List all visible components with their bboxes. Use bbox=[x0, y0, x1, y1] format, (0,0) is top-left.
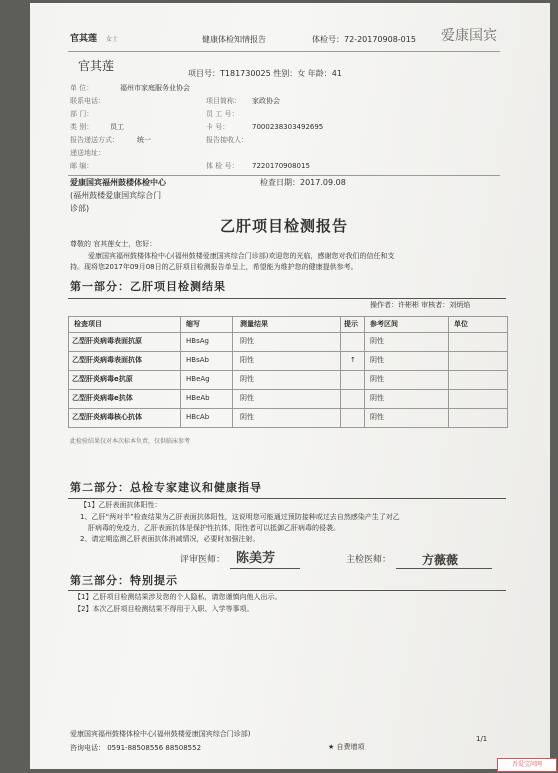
part1-rule bbox=[68, 298, 506, 299]
page-number: 1/1 bbox=[476, 735, 488, 743]
brand-logo: 爱康国宾 bbox=[441, 28, 497, 44]
info-divider bbox=[68, 175, 500, 176]
header-gender: 女士 bbox=[106, 36, 119, 43]
row-ref: 阴性 bbox=[370, 375, 384, 383]
delivery-value: 统一 bbox=[137, 136, 151, 144]
part3-title: 第三部分：特别提示 bbox=[70, 574, 178, 587]
row-result: 阴性 bbox=[240, 394, 254, 402]
center-name-2: (福州鼓楼爱康国宾综合门 bbox=[70, 191, 162, 200]
part2-rule bbox=[68, 498, 506, 499]
part1-title: 第一部分：乙肝项目检测结果 bbox=[70, 280, 226, 293]
unit-value: 福州市家庭服务业协会 bbox=[120, 84, 190, 92]
table-footnote: 此检验结果仅对本次标本负责，仅供临床参考 bbox=[70, 438, 191, 445]
row-result: 阴性 bbox=[240, 337, 254, 345]
delivery-label: 报告递送方式： bbox=[70, 136, 119, 144]
row-abbr: HBeAg bbox=[186, 375, 210, 383]
patient-name: 官其莲 bbox=[78, 59, 115, 73]
part2-title: 第二部分：总检专家建议和健康指导 bbox=[70, 481, 262, 494]
center-name-3: 诊部) bbox=[70, 204, 90, 213]
reviewer-sig-line bbox=[230, 568, 300, 569]
row-item: 乙型肝炎病毒e抗原 bbox=[72, 375, 133, 383]
exam-date: 检查日期：2017.09.08 bbox=[260, 178, 346, 187]
intro-line-1: 爱康国宾福州鼓楼体检中心(福州鼓楼爱康国宾综合门诊部)欢迎您的光临，感谢您对我们的信任和支 bbox=[88, 252, 395, 260]
row-ref: 阴性 bbox=[370, 337, 384, 345]
staff-no-label: 员 工 号： bbox=[206, 110, 239, 118]
advice-line-2: 肝病毒的免疫力，乙肝表面抗体是保护性抗体，阳性者可以抵御乙肝病毒的侵袭。 bbox=[88, 524, 340, 532]
row-abbr: HBeAb bbox=[186, 394, 210, 402]
operator-line: 操作者：许彬彬 审核者：刘炳焰 bbox=[370, 301, 471, 309]
col-header-result: 测量结果 bbox=[240, 320, 268, 328]
chief-label: 主检医师： bbox=[346, 555, 392, 565]
advice-line-3: 2、请定期监测乙肝表面抗体消减情况，必要时加强注射。 bbox=[80, 535, 260, 543]
footer-org: 爱康国宾福州鼓楼体检中心(福州鼓楼爱康国宾综合门诊部) bbox=[70, 730, 251, 738]
chief-signature: 方薇薇 bbox=[422, 553, 459, 567]
advice-line-1: 1、乙肝“两对半”检查结果为乙肝表面抗体阳性，这说明您可能通过预防接种或过去自然感染产生了对乙 bbox=[80, 513, 400, 521]
col-header-ref: 参考区间 bbox=[370, 320, 398, 328]
receiver-label: 报告接收人： bbox=[206, 136, 248, 144]
row-ref: 阴性 bbox=[370, 356, 384, 364]
card-label: 卡 号： bbox=[206, 123, 230, 131]
results-table bbox=[68, 316, 508, 430]
watermark-badge: 吾爱宝问网 bbox=[497, 758, 557, 772]
row-abbr: HBcAb bbox=[186, 413, 210, 421]
project-name-value: 家政协会 bbox=[252, 97, 280, 105]
reviewer-signature: 陈美芳 bbox=[236, 551, 276, 566]
row-ref: 阴性 bbox=[370, 413, 384, 421]
unit-label: 单 位： bbox=[70, 84, 94, 92]
project-name-label: 项目简称： bbox=[206, 97, 241, 105]
postcode-label: 邮 编： bbox=[70, 162, 94, 170]
col-header-abbr: 缩写 bbox=[186, 320, 200, 328]
row-item: 乙型肝炎病毒核心抗体 bbox=[72, 413, 142, 421]
project-line: 项目号：T181730025 性别：女 年龄：41 bbox=[188, 69, 342, 78]
header-divider bbox=[68, 51, 500, 52]
exam-no-label: 体 检 号： bbox=[206, 162, 239, 170]
row-result: 阳性 bbox=[240, 356, 254, 364]
row-ref: 阴性 bbox=[370, 394, 384, 402]
report-title: 乙肝项目检测报告 bbox=[220, 217, 349, 235]
phone-label: 联系电话： bbox=[70, 97, 105, 105]
header-name: 官其莲 bbox=[70, 34, 98, 44]
notice-line-1: 【1】乙肝项目检测结果涉及您的个人隐私，请您谨慎向他人出示。 bbox=[74, 593, 282, 601]
footer-self-pay: ★ 自费增项 bbox=[328, 743, 365, 751]
row-item: 乙型肝炎病毒表面抗体 bbox=[72, 356, 142, 364]
part3-rule bbox=[68, 590, 506, 591]
reviewer-label: 评审医师： bbox=[180, 555, 226, 565]
report-paper bbox=[30, 3, 550, 769]
chief-sig-line bbox=[396, 568, 492, 569]
card-value: 7000238303492695 bbox=[252, 123, 324, 131]
row-abbr: HBsAg bbox=[186, 337, 209, 345]
greeting: 尊敬的 官其莲女士，您好： bbox=[70, 240, 157, 248]
dept-label: 部 门： bbox=[70, 110, 94, 118]
row-result: 阴性 bbox=[240, 375, 254, 383]
exam-no-value: 7220170908015 bbox=[252, 162, 310, 170]
intro-line-2: 持。现将您2017年09月08日的乙肝项目检测报告单呈上，希望能为维护您的健康提供参考。 bbox=[70, 263, 358, 271]
col-header-item: 检查项目 bbox=[74, 320, 102, 328]
header-exam-no: 体检号：72-20170908-015 bbox=[312, 35, 416, 44]
advice-item-title: 【1】乙肝表面抗体阳性： bbox=[80, 501, 162, 509]
row-abbr: HBsAb bbox=[186, 356, 209, 364]
row-result: 阴性 bbox=[240, 413, 254, 421]
footer-phone: 咨询电话： 0591-88508556 88508552 bbox=[70, 744, 202, 752]
address-label: 递送地址： bbox=[70, 149, 105, 157]
category-label: 类 别： bbox=[70, 123, 94, 131]
header-doc-title: 健康体检知情报告 bbox=[202, 35, 266, 44]
category-value: 员工 bbox=[110, 123, 124, 131]
row-item: 乙型肝炎病毒e抗体 bbox=[72, 394, 133, 402]
notice-line-2: 【2】本次乙肝项目检测结果不得用于入职、入学等事项。 bbox=[74, 605, 254, 613]
row-hint: ↑ bbox=[350, 356, 356, 364]
col-header-unit: 单位 bbox=[454, 320, 468, 328]
center-name-1: 爱康国宾福州鼓楼体检中心 bbox=[70, 178, 166, 187]
row-item: 乙型肝炎病毒表面抗原 bbox=[72, 337, 142, 345]
col-header-hint: 提示 bbox=[344, 320, 358, 328]
